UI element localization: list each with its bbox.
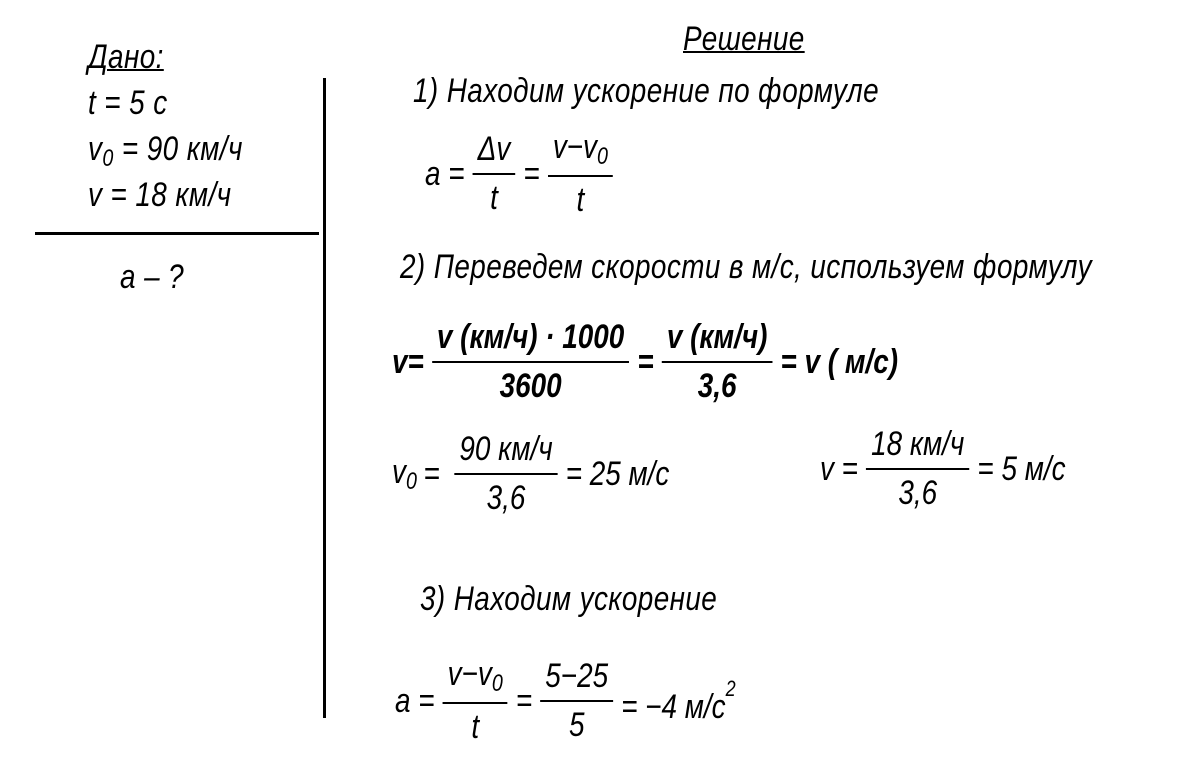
fraction-bar <box>548 175 613 177</box>
fraction-bar <box>454 473 557 475</box>
given-time: t = 5 c <box>88 84 168 122</box>
formula-lhs: $v_0$ <box>392 452 417 495</box>
equals: = <box>637 342 654 381</box>
numerator: $v-v_0$ <box>552 128 608 170</box>
equals: = <box>423 454 440 493</box>
fraction-bar <box>443 702 508 704</box>
numerator: v (км/ч) <box>666 318 768 356</box>
equals: = <box>523 154 540 193</box>
fraction <box>662 318 772 406</box>
given-heading: Дано: <box>88 38 164 76</box>
step-3-text: 3) Находим ускорение <box>420 580 718 618</box>
formula-rhs: = −4 $м/с^2$ <box>621 675 736 726</box>
numerator: Δv <box>477 130 511 168</box>
formula-lhs: a = <box>395 681 435 720</box>
numerator: 90 км/ч <box>459 430 553 468</box>
fraction-bar <box>866 468 969 470</box>
given-final-velocity: v = 18 км/ч <box>88 176 232 214</box>
step-1-text: 1) Находим ускорение по формуле <box>413 72 880 110</box>
fraction <box>548 128 613 220</box>
denominator: 3,6 <box>697 367 737 405</box>
v0-symbol: v <box>88 130 103 168</box>
equals: = <box>515 681 533 720</box>
given-divider <box>35 232 319 235</box>
formula-lhs: v= <box>392 342 424 381</box>
formula-rhs: = 5 м/с <box>977 449 1066 488</box>
numerator: $v-v_0$ <box>447 655 503 697</box>
v0-subscript: 0 <box>102 145 114 172</box>
denominator: 5 <box>568 706 585 744</box>
numerator: 5−25 <box>545 657 609 695</box>
vertical-divider <box>323 78 326 718</box>
denominator: t <box>490 179 498 217</box>
calc-initial-velocity <box>392 430 669 518</box>
solution-heading: Решение <box>683 20 805 58</box>
formula-unit-conversion <box>392 318 898 406</box>
fraction <box>866 425 969 513</box>
denominator: t <box>471 708 480 746</box>
denominator: t <box>576 181 585 219</box>
fraction-bar <box>473 173 515 175</box>
given-initial-velocity <box>88 130 243 173</box>
formula-acceleration-result <box>395 655 736 747</box>
fraction <box>432 318 629 406</box>
fraction-bar <box>540 700 613 702</box>
fraction-bar <box>662 361 772 363</box>
denominator: 3,6 <box>898 474 938 512</box>
calc-final-velocity <box>820 425 1066 513</box>
numerator: 18 км/ч <box>871 425 965 463</box>
numerator: v (км/ч) · 1000 <box>436 318 625 356</box>
fraction <box>540 657 613 745</box>
denominator: 3600 <box>499 367 562 405</box>
unknown-quantity: a – ? <box>120 258 185 296</box>
fraction <box>443 655 508 747</box>
formula-lhs: a = <box>425 154 465 193</box>
formula-rhs: = 25 м/с <box>565 454 670 493</box>
fraction <box>473 130 515 218</box>
fraction-bar <box>432 361 629 363</box>
formula-acceleration-definition <box>425 128 621 220</box>
formula-lhs: v = <box>820 449 858 488</box>
step-2-text: 2) Переведем скорости в м/с, используем формулу <box>400 248 1092 286</box>
v0-value: = 90 км/ч <box>121 130 243 168</box>
denominator: 3,6 <box>486 479 526 517</box>
formula-rhs: = v ( м/с) <box>780 342 898 381</box>
fraction <box>454 430 557 518</box>
